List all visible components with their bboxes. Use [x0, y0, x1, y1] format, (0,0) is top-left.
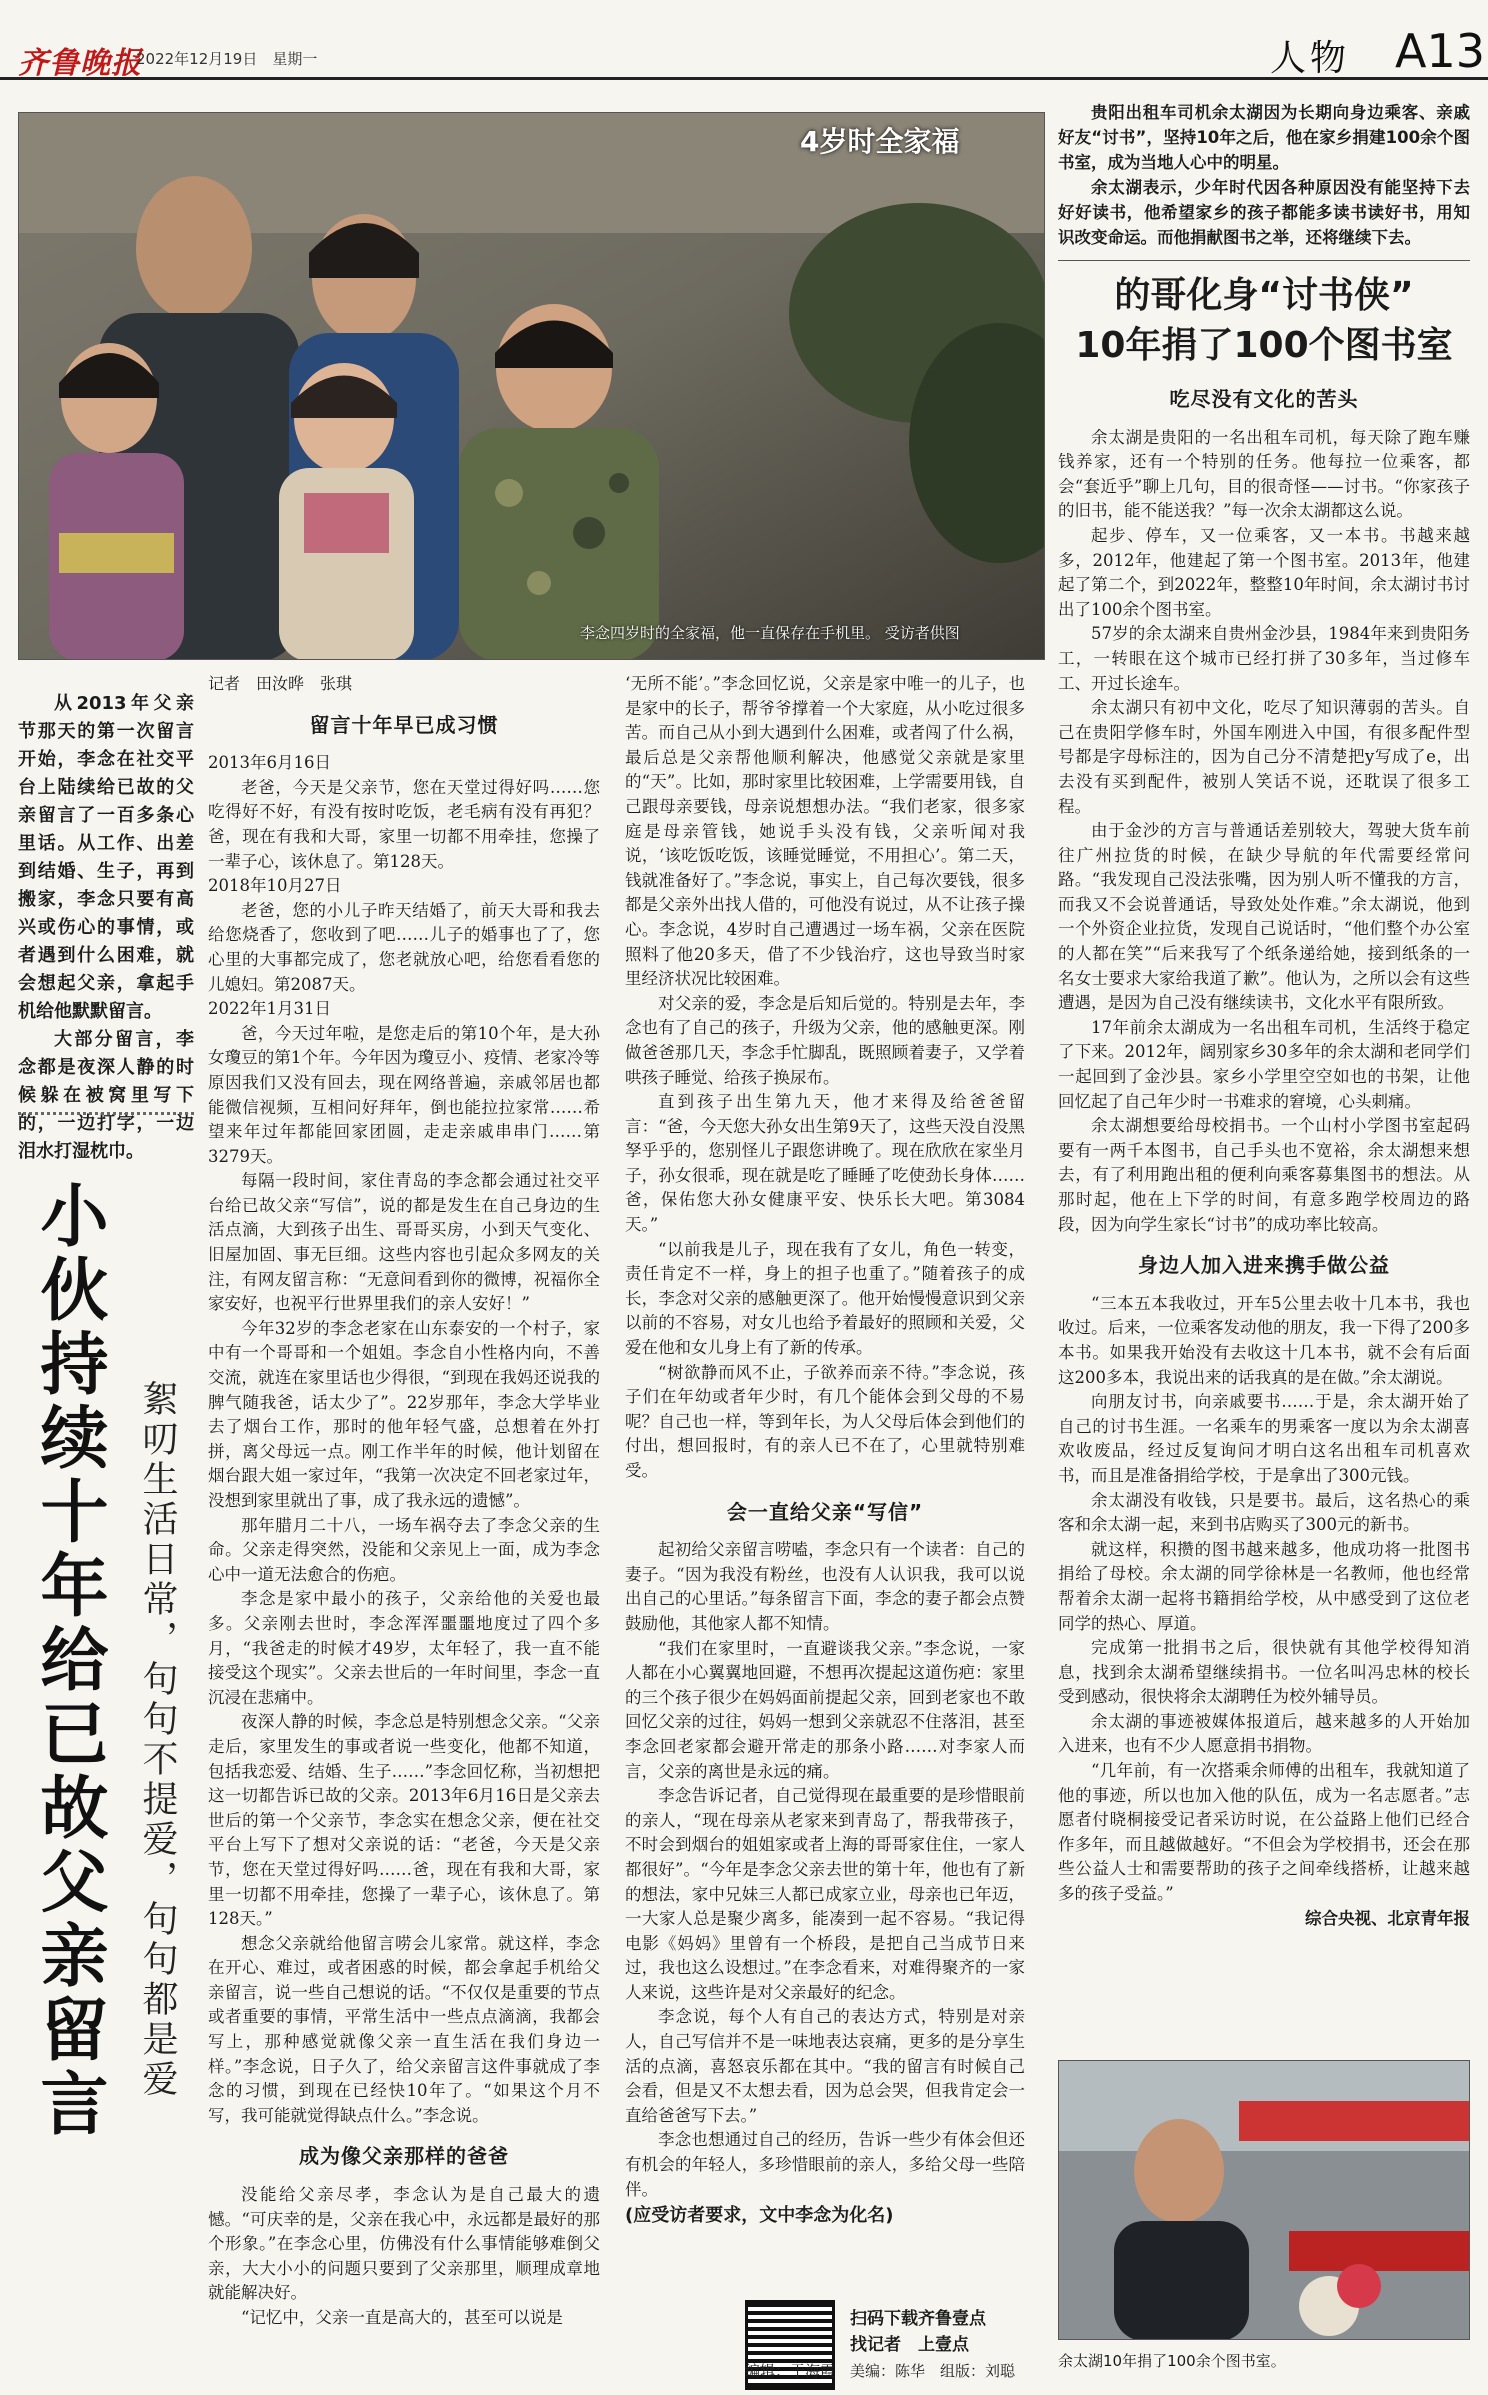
paragraph: 直到孩子出生第九天，他才来得及给爸爸留言：“爸，今天您大孙女出生第9天了，这些天没自没黑孥乎乎的，您别怪儿子跟您讲晚了。现在欣欣在家坐月子，孙女很乖，现在就是吃了睡睡了吃使劲长身体……爸，保佑您大孙女健康平安、快乐长大吧。第3084天。” — [625, 1092, 1025, 1235]
message-text: 老爸，您的小儿子昨天结婚了，前天大哥和我去给您烧香了，您收到了吧……儿子的婚事也了了，您心里的大事都完成了，您老就放心吧，给您看看您的儿媳妇。第2087天。 — [208, 900, 600, 994]
paragraph: 对父亲的爱，李念是后知后觉的。特别是去年，李念也有了自己的孩子，升级为父亲，他的感触更深。刚做爸爸那几天，李念手忙脚乱，既照顾着妻子，又学着哄孩子睡觉、给孩子换尿布。 — [625, 993, 1025, 1087]
editor-credits: 编辑：于海霞 美编：陈华 组版：刘聪 — [745, 2362, 1016, 2380]
main-headline: 小伙持续十年给已故父亲留言 — [29, 1180, 108, 2142]
paragraph: 起初给父亲留言唠嗑，李念只有一个读者：自己的妻子。“因为我没有粉丝，也没有人认识我，我可以说出自己的心里话。”每条留言下面，李念的妻子都会点赞鼓励他，其他家人都不知情。 — [625, 1540, 1025, 1633]
intro-column — [18, 690, 194, 1166]
photo-caption: 李念四岁时的全家福，他一直保存在手机里。 受访者供图 — [580, 624, 960, 642]
article-column-2 — [208, 672, 600, 2331]
paragraph: 余太湖的事迹被媒体报道后，越来越多的人开始加入进来，也有不少人愿意捐书捐物。 — [1058, 1711, 1470, 1756]
paragraph: 李念告诉记者，自己觉得现在最重要的是珍惜眼前的亲人，“现在母亲从老家来到青岛了，帮我带孩子，不时会到烟台的姐姐家或者上海的哥哥家住住，一家人都很好”。“今年是李念父亲去世的第十年，他也有了新的想法，家中兄妹三人都已成家立业，母亲也已年迈，一大家人总是聚少离多，能凑到一起不容易。“我记得电影《妈妈》里曾有一个桥段，是把自己当成节日来过，我也这么设想过。”在李念看来，对难得聚齐的一家人来说，这些许是对父亲最好的纪念。 — [625, 1786, 1025, 2002]
paragraph: ‘无所不能’。”李念回忆说，父亲是家中唯一的儿子，也是家中的长子，帮爷爷撑着一个大家庭，从小吃过很多苦。而自己从小到大遇到什么困难，或者闯了什么祸，最后总是父亲帮他顺利解决，他感觉父亲就是家里的“天”。比如，那时家里比较困难，上学需要用钱，自己跟母亲要钱，母亲说想想办法。“我们老家，很多家庭是母亲管钱，她说手头没有钱，父亲听闻对我说，‘该吃饭吃饭，该睡觉睡觉，不用担心’。第二天，钱就准备好了。”李念说，事实上，自己每次要钱，很多都是父亲外出找人借的，可他没有说过，从不让孩子操心。李念说，4岁时自己遭遇过一场车祸，父亲在医院照料了他20多天，借了不少钱治疗，这也导致当时家里经济状况比较困难。 — [625, 674, 1025, 989]
qr-promo — [850, 2306, 986, 2358]
paragraph: 夜深人静的时候，李念总是特别想念父亲。“父亲走后，家里发生的事或者说一些变化，他都不知道，包括我恋爱、结婚、生子……”李念回忆称，当初想把这一切都告诉已故的父亲。2013年6月16日是父亲去世后的第一个父亲节，李念实在想念父亲，便在社交平台上写下了想对父亲说的话：“老爸，今天是父亲节，您在天堂过得好吗……爸，现在有我和大哥，家里一切都不用牵挂，您操了一辈子心，该休息了。第128天。” — [208, 1712, 600, 1929]
qr-promo-line: 扫码下载齐鲁壹点 — [850, 2309, 986, 2329]
message-text: 爸，今天过年啦，是您走后的第10个年，是大孙女瓊豆的第1个年。今年因为瓊豆小、疫情、老家冷等原因我们又没有回去，现在网络普遍，亲戚邻居也都能微信视频，互相问好拜年，倒也能拉拉家常……希望来年过年都能回家团圆，走走亲戚串串门……第3279天。 — [208, 1023, 600, 1166]
issue-date: 2022年12月19日 星期一 — [136, 50, 318, 68]
newspaper-logo: 齐鲁晚报 — [18, 46, 142, 81]
section-subhead: 成为像父亲那样的爸爸 — [299, 2144, 509, 2169]
masthead — [0, 0, 1488, 80]
intro-paragraph: 大部分留言，李念都是夜深人静的时候躲在被窝里写下的，一边打字，一边泪水打湿枕巾。 — [18, 1029, 194, 1162]
intro-paragraph: 从2013年父亲节那天的第一次留言开始，李念在社交平台上陆续给已故的父亲留言了一百多条心里话。从工作、出差到结婚、生子，再到搬家，李念只要有高兴或伤心的事情，或者遇到什么困难，就会想起父亲，拿起手机给他默默留言。 — [18, 693, 194, 1022]
lead-paragraph: 贵阳出租车司机余太湖因为长期向身边乘客、亲戚好友“讨书”，坚持10年之后，他在家乡捐建100余个图书室，成为当地人心中的明星。 — [1058, 103, 1470, 172]
paragraph: 没能给父亲尽孝，李念认为是自己最大的遗憾。“可庆幸的是，父亲在我心中，永远都是最好的那个形象。”在李念心里，仿佛没有什么事情能够难倒父亲，大大小小的问题只要到了父亲那里，顺理成章地就能解决好。 — [208, 2185, 600, 2303]
author-note: (应受访者要求，文中李念为化名) — [625, 2205, 894, 2227]
paragraph: 每隔一段时间，家住青岛的李念都会通过社交平台给已故父亲“写信”，说的都是发生在自己身边的生活点滴，大到孩子出生、哥哥买房，小到天气变化、旧屋加固、事无巨细。这些内容也引起众多网友的关注，有网友留言称：“无意间看到你的微博，祝福你全家安好，也祝平行世界里我们的亲人安好！” — [208, 1171, 600, 1314]
paragraph: 余太湖没有收钱，只是要书。最后，这名热心的乘客和余太湖一起，来到书店购买了300元的新书。 — [1058, 1490, 1470, 1535]
paragraph: “以前我是儿子，现在我有了女儿，角色一转变，责任肯定不一样，身上的担子也重了。”随着孩子的成长，李念对父亲的感触更深了。他开始慢慢意识到父亲以前的不容易，对女儿也给予着最好的照顾和关爱，父爱在他和女儿身上有了新的传承。 — [625, 1239, 1025, 1358]
source-credit: 综合央视、北京青年报 — [1305, 1908, 1470, 1928]
paragraph: 今年32岁的李念老家在山东泰安的一个村子，家中有一个哥哥和一个姐姐。李念自小性格内向，不善交流，就连在家里话也少得很，“到现在我妈还说我的脾气随我爸，话太少了”。22岁那年，李念大学毕业去了烟台工作，那时的他年轻气盛，总想着在外打拼，离父母远一点。刚工作半年的时候，他计划留在烟台跟大姐一家过年，“我第一次决定不回老家过年，没想到家里就出了事，成了我永远的遗憾”。 — [208, 1318, 600, 1510]
photo-tag: 4岁时全家福 — [800, 125, 960, 158]
lead-paragraph: 余太湖表示，少年时代因各种原因没有能坚持下去好好读书，他希望家乡的孩子都能多读书读好书，用知识改变命运。而他捐献图书之举，还将继续下去。 — [1058, 178, 1470, 247]
paragraph: “记忆中，父亲一直是高大的，甚至可以说是 — [241, 2308, 563, 2327]
family-photo-image — [19, 113, 1045, 660]
paragraph: 想念父亲就给他留言唠会儿家常。就这样，李念在开心、难过，或者困惑的时候，都会拿起手机给父亲留言，说一些自己想说的话。“不仅仅是重要的节点或者重要的事情，平常生活中一些点点滴滴，我都会写上，那种感觉就像父亲一直生活在我们身边一样。”李念说，日子久了，给父亲留言这件事就成了李念的习惯，到现在已经快10年了。“如果这个月不写，我可能就觉得缺点什么。”李念说。 — [208, 1933, 600, 2125]
paragraph: 余太湖想要给母校捐书。一个山村小学图书室起码要有一两千本图书，自己手头也不宽裕，余太湖想来想去，有了利用跑出租的便利向乘客募集图书的想法。从那时起，他在上下学的时间，有意多跑学校周边的路段，因为向学生家长“讨书”的成功率比较高。 — [1058, 1116, 1470, 1234]
story-headline: 10年捐了100个图书室 — [1075, 325, 1453, 366]
message-date: 2018年10月27日 — [208, 876, 342, 896]
paragraph: 起步、停车，又一位乘客，又一本书。书越来越多，2012年，他建起了第一个图书室。2013年，他建起了第二个，到2022年，整整10年时间，余太湖讨书讨出了100余个图书室。 — [1058, 525, 1470, 619]
driver-photo — [1058, 2060, 1470, 2340]
paragraph: “我们在家里时，一直避谈我父亲。”李念说，一家人都在小心翼翼地回避，不想再次提起这道伤疤：家里的三个孩子很少在妈妈面前提起父亲，回到老家也不敢回忆父亲的过往，妈妈一想到父亲就忍不住落泪，甚至李念回老家都会避开常走的那条小路……对李家人而言，父亲的离世是永远的痛。 — [625, 1638, 1025, 1781]
paragraph: “三本五本我收过，开车5公里去收十几本书，我也收过。后来，一位乘客发动他的朋友，我一下得了200多本书。如果我开始没有去收这十几本书，就不会有后面这200多本，我说出来的话我真的是在做。”余太湖说。 — [1058, 1293, 1470, 1387]
paragraph: 余太湖只有初中文化，吃尽了知识薄弱的苦头。自己在贵阳学修车时，外国车刚进入中国，有很多配件型号都是字母标注的，因为自己分不清楚把y写成了e，出去没有买到配件，被别人笑话不说，还耽误了很多工程。 — [1058, 698, 1470, 816]
message-text: 老爸，今天是父亲节，您在天堂过得好吗……您吃得好不好，有没有按时吃饭，老毛病有没有再犯？爸，现在有我和大哥，家里一切都不用牵挂，您操了一辈子心，该休息了。第128天。 — [208, 777, 600, 871]
family-photo — [18, 112, 1045, 660]
divider — [1058, 260, 1470, 261]
driver-photo-image — [1059, 2061, 1470, 2340]
paragraph: 由于金沙的方言与普通话差别较大，驾驶大货车前往广州拉货的时候，在缺少导航的年代需要经常问路。“我发现自己没法张嘴，因为别人听不懂我的方言，而我又不会说普通话，导致处处作难。”余太湖说，他到一个外资企业拉货，发现自己说话时，“他们整个办公室的人都在笑”“后来我写了个纸条递给她，接到纸条的一名女士要求大家给我道了歉”。他认为，之所以会有这些遭遇，是因为自己没有继续读书，文化水平有限所致。 — [1058, 821, 1470, 1013]
paragraph: 就这样，积攒的图书越来越多，他成功将一批图书捐给了母校。余太湖的同学徐林是一名教师，他也经常帮着余太湖一起将书籍捐给学校，从中感受到了这位老同学的热心、厚道。 — [1058, 1539, 1470, 1633]
paragraph: 李念也想通过自己的经历，告诉一些少有体会但还有机会的年轻人，多珍惜眼前的亲人，多给父母一些陪伴。 — [625, 2130, 1025, 2199]
section-subhead: 身边人加入进来携手做公益 — [1138, 1253, 1390, 1278]
article-column-4 — [1058, 100, 1470, 1931]
paragraph: 完成第一批捐书之后，很快就有其他学校得知消息，找到余太湖希望继续捐书。一位名叫冯忠林的校长受到感动，很快将余太湖聘任为校外辅导员。 — [1058, 1638, 1470, 1707]
paragraph: 余太湖是贵阳的一名出租车司机，每天除了跑车赚钱养家，还有一个特别的任务。他每拉一位乘客，都会“套近乎”聊上几句，目的很奇怪——讨书。“你家孩子的旧书，能不能送我？”每一次余太湖都这么说。 — [1058, 427, 1470, 521]
paragraph: 李念是家中最小的孩子，父亲给他的关爱也最多。父亲刚去世时，李念浑浑噩噩地度过了四个多月，“我爸走的时候才49岁，太年轻了，我一直不能接受这个现实”。父亲去世后的一年时间里，李念一直沉浸在悲痛中。 — [208, 1589, 600, 1707]
qr-promo-line: 找记者 上壹点 — [850, 2335, 969, 2355]
divider — [18, 1112, 194, 1115]
story-headline: 的哥化身“讨书侠” — [1114, 275, 1414, 316]
message-date: 2022年1月31日 — [208, 999, 331, 1019]
paragraph: “几年前，有一次搭乘余师傅的出租车，我就知道了他的事迹，所以也加入他的队伍，成为一名志愿者。”志愿者付晓桐接受记者采访时说，在公益路上他们已经合作多年，而且越做越好。“不但会为学校捐书，还会在那些公益人士和需要帮助的孩子之间牵线搭桥，让越来越多的孩子受益。” — [1058, 1761, 1470, 1904]
paragraph: 那年腊月二十八，一场车祸夺去了李念父亲的生命。父亲走得突然，没能和父亲见上一面，成为李念心中一道无法愈合的伤疤。 — [208, 1515, 600, 1584]
section-subhead: 留言十年早已成习惯 — [309, 712, 499, 737]
article-column-3 — [625, 672, 1025, 2230]
page-number: A13 — [1395, 24, 1486, 78]
paragraph: 57岁的余太湖来自贵州金沙县，1984年来到贵阳务工，一转眼在这个城市已经打拼了30多年，当过修车工、开过长途车。 — [1058, 624, 1470, 693]
message-date: 2013年6月16日 — [208, 753, 331, 773]
byline: 记者 田汝晔 张琪 — [208, 674, 353, 693]
driver-photo-caption: 余太湖10年捐了100余个图书室。 — [1058, 2352, 1286, 2370]
section-name: 人物 — [1270, 38, 1351, 79]
paragraph: 向朋友讨书，向亲戚要书……于是，余太湖开始了自己的讨书生涯。一名乘车的男乘客一度以为余太湖喜欢收废品，经过反复询问才明白这名出租车司机喜欢书，而且是准备捐给学校，于是拿出了300元钱。 — [1058, 1392, 1470, 1485]
sub-headline: 絮叨生活日常，句句不提爱，句句都是爱 — [137, 1380, 178, 2100]
section-subhead: 会一直给父亲“写信” — [726, 1499, 924, 1524]
section-subhead: 吃尽没有文化的苦头 — [1169, 387, 1359, 411]
paragraph: 17年前余太湖成为一名出租车司机，生活终于稳定了下来。2012年，阔别家乡30多年的余太湖和老同学们一起回到了金沙县。家乡小学里空空如也的书架，让他回忆起了自己年少时一书难求的窘境，心头刺痛。 — [1058, 1017, 1470, 1111]
paragraph: 李念说，每个人有自己的表达方式，特别是对亲人，自己写信并不是一味地表达哀痛，更多的是分享生活的点滴，喜怒哀乐都在其中。“我的留言有时候自己会看，但是又不太想去看，因为总会哭，但我肯定会一直给爸爸写下去。” — [625, 2007, 1025, 2125]
paragraph: “树欲静而风不止，子欲养而亲不待。”李念说，孩子们在年幼或者年少时，有几个能体会到父母的不易呢？自己也一样，等到年长，为人父母后体会到他们的付出，想回报时，有的亲人已不在了，心里就特别难受。 — [625, 1362, 1025, 1480]
